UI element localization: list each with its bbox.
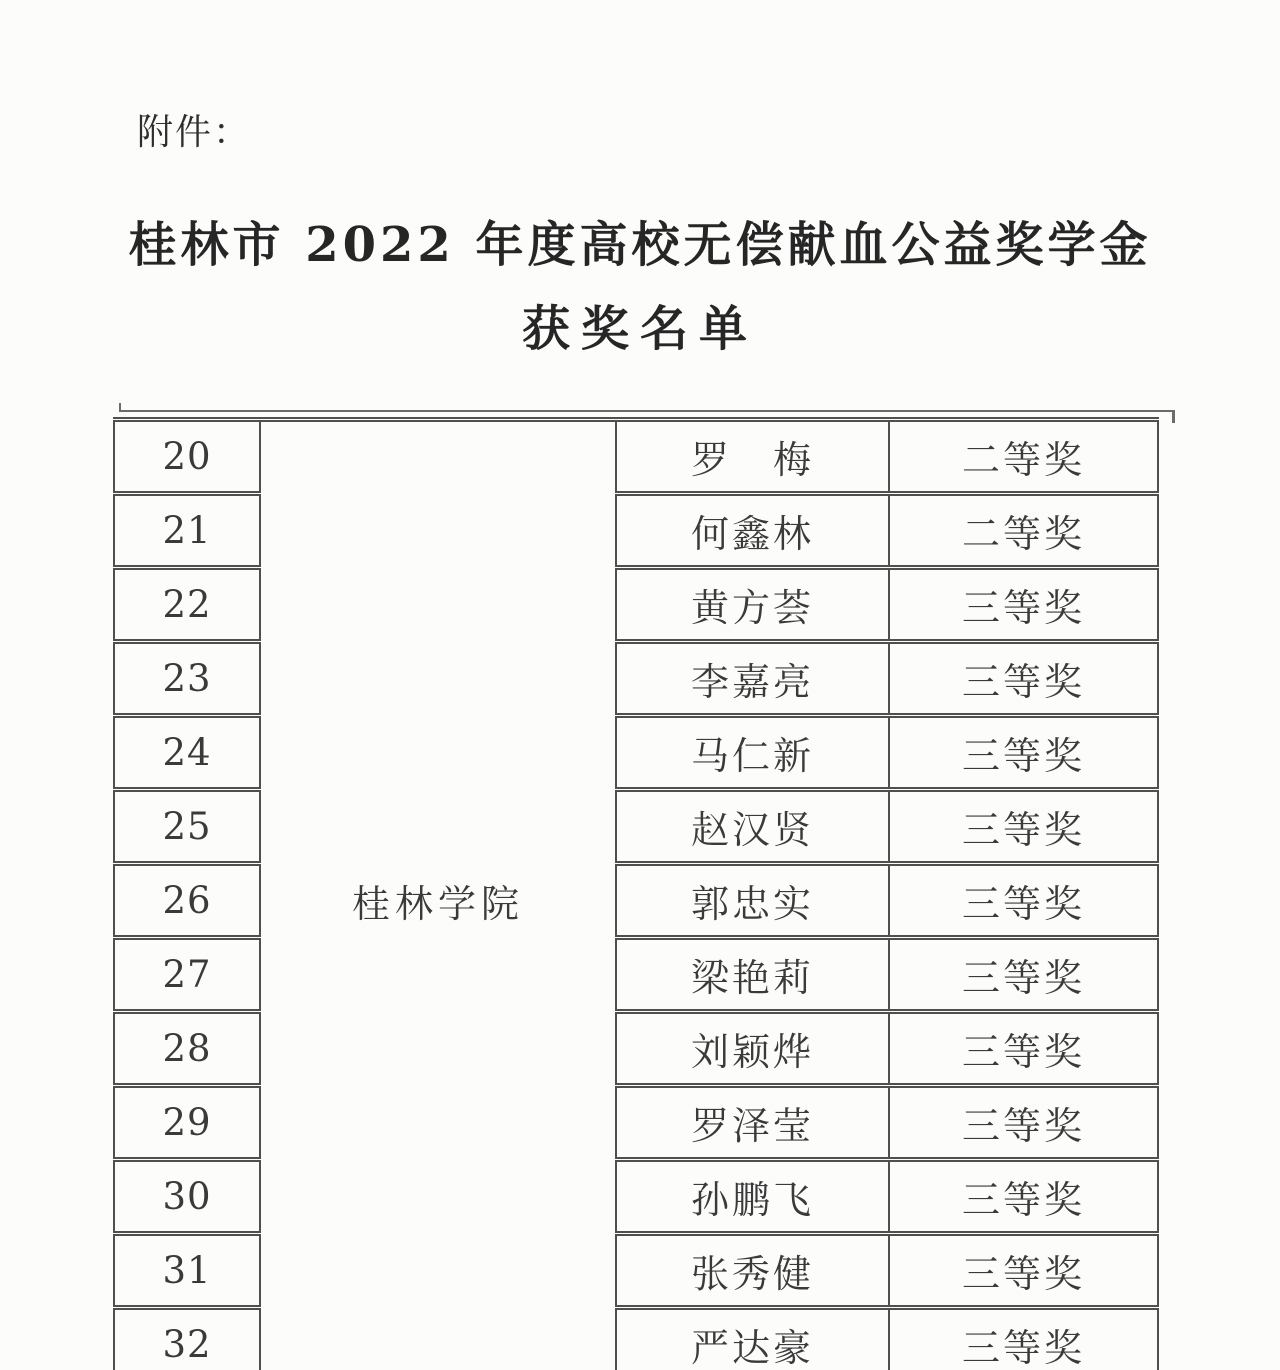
name-cell: 李嘉亮 — [616, 642, 889, 716]
school-merged-cell: 桂林学院 — [260, 420, 616, 1370]
awards-table-body — [114, 420, 1158, 1370]
award-cell: 三等奖 — [889, 716, 1158, 790]
name-cell: 刘颖烨 — [616, 1012, 889, 1086]
row-number-cell: 27 — [114, 938, 260, 1012]
name-cell: 张秀健 — [616, 1234, 889, 1308]
row-number-cell: 31 — [114, 1234, 260, 1308]
award-cell: 二等奖 — [889, 420, 1158, 494]
award-cell: 三等奖 — [889, 568, 1158, 642]
award-cell: 三等奖 — [889, 864, 1158, 938]
row-number-cell: 26 — [114, 864, 260, 938]
name-cell: 梁艳莉 — [616, 938, 889, 1012]
document-title — [0, 203, 1280, 371]
award-cell: 三等奖 — [889, 1160, 1158, 1234]
row-number-cell: 32 — [114, 1308, 260, 1370]
row-number-cell: 22 — [114, 568, 260, 642]
row-number-cell: 25 — [114, 790, 260, 864]
name-cell: 孙鹏飞 — [616, 1160, 889, 1234]
row-number-cell: 29 — [114, 1086, 260, 1160]
row-number-cell: 23 — [114, 642, 260, 716]
attachment-label: 附件： — [137, 112, 252, 153]
name-cell: 郭忠实 — [616, 864, 889, 938]
title-line-1: 桂林市 2022 年度高校无偿献血公益奖学金 — [128, 217, 1152, 273]
name-cell: 罗 梅 — [616, 420, 889, 494]
award-cell: 二等奖 — [889, 494, 1158, 568]
awards-table — [113, 417, 1159, 1370]
name-cell: 马仁新 — [616, 716, 889, 790]
row-number-cell: 21 — [114, 494, 260, 568]
row-number-cell: 20 — [114, 420, 260, 494]
award-cell: 三等奖 — [889, 1234, 1158, 1308]
name-cell: 黄方荟 — [616, 568, 889, 642]
name-cell: 赵汉贤 — [616, 790, 889, 864]
award-cell: 三等奖 — [889, 1308, 1158, 1370]
row-number-cell: 24 — [114, 716, 260, 790]
title-line-2: 获奖名单 — [521, 301, 758, 357]
award-cell: 三等奖 — [889, 1086, 1158, 1160]
name-cell: 严达豪 — [616, 1308, 889, 1370]
award-cell: 三等奖 — [889, 1012, 1158, 1086]
row-number-cell: 28 — [114, 1012, 260, 1086]
name-cell: 何鑫林 — [616, 494, 889, 568]
award-cell: 三等奖 — [889, 790, 1158, 864]
row-number-cell: 30 — [114, 1160, 260, 1234]
award-cell: 三等奖 — [889, 938, 1158, 1012]
name-cell: 罗泽莹 — [616, 1086, 889, 1160]
table-row — [114, 420, 1158, 494]
cutoff-row-border-artifact — [119, 410, 1173, 412]
award-cell: 三等奖 — [889, 642, 1158, 716]
